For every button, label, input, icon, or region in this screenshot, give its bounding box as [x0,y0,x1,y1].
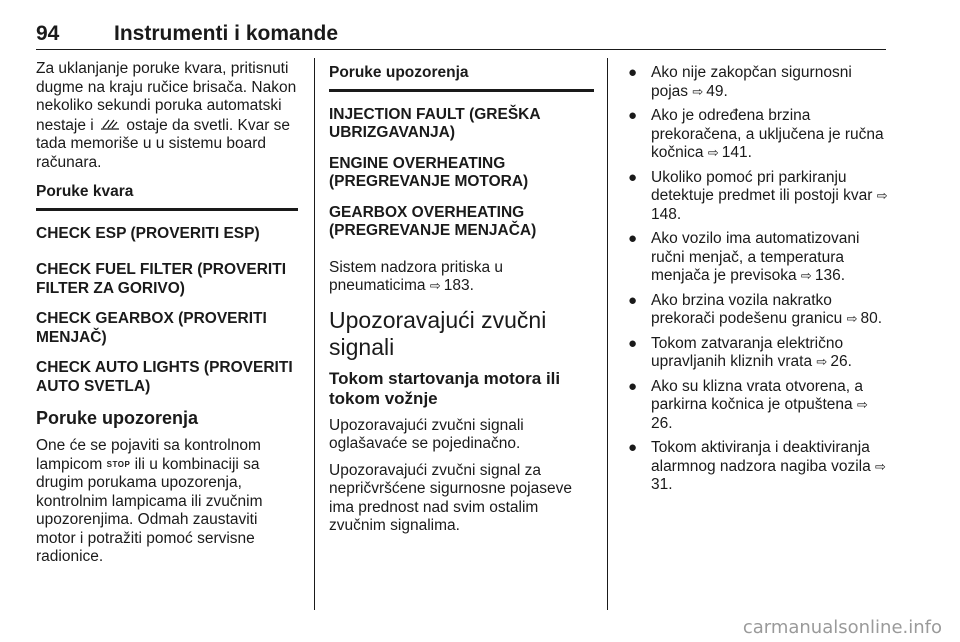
bullet-icon: ● [628,64,638,81]
watermark: carmanualsonline.info [742,617,942,638]
bullet-icon: ● [628,291,638,309]
tpms-text: Sistem nadzora pritiska u pneumaticima [329,258,504,294]
list-item-text: Tokom zatvaranja električno upravljanih kliznih vrata [651,334,844,370]
wiper-warning-icon [100,116,120,135]
column-divider [314,58,315,610]
stop-lamp-icon: STOP [106,459,131,469]
intro-text-end: ostaje da svetli. Kvar se tada memoriše u u sistemu board računara. [36,116,291,171]
bullet-icon: ● [628,334,638,352]
list-item [622,378,892,434]
column-2 [329,60,594,536]
fault-messages-caption: Poruke kvara [36,183,134,200]
section-subheading: Tokom startovanja motora ili tokom vožnje [329,368,561,408]
column-divider [607,58,608,610]
warning-message: ENGINE OVERHEATING (PREGREVANJE MOTORA) [329,154,529,190]
warning-text-end: ili u kombinaciji sa drugim porukama upozorenja, kontrolnim lampicama ili zvučnim upozorenjima. Odmah zaustaviti motor i potražiti pomoć servisne radionice. [36,455,263,565]
page-ref[interactable]: 26. [830,353,852,370]
list-item [622,107,892,163]
warning-message: INJECTION FAULT (GREŠKA UBRIZGAVANJA) [329,105,540,141]
caption-rule [36,208,298,211]
list-item [622,64,892,101]
page-title: Instrumenti i komande [114,22,339,45]
page-number: 94 [36,22,60,45]
page-ref-icon: ⇨ [800,268,812,283]
bullet-icon: ● [628,230,638,247]
list-item-text: Ukoliko pomoć pri parkiranju detektuje predmet ili postoji kvar [651,168,873,204]
page-ref-icon: ⇨ [707,145,719,160]
tpms-paragraph [329,259,594,296]
page-ref[interactable]: 80. [860,310,883,327]
page-ref[interactable]: 31. [651,476,673,493]
page-ref[interactable]: 148. [651,205,682,223]
list-item [622,335,892,372]
column-1 [36,60,298,567]
fault-message: CHECK AUTO LIGHTS (PROVERITI AUTO SVETLA) [36,359,293,395]
list-item-text: Ako nije zakopčan sigurnosni pojas [651,64,852,100]
list-item [622,169,892,225]
bullet-icon: ● [628,168,638,186]
beep-conditions-list [622,64,892,495]
list-item-text: Ako je određena brzina prekoračena, a uključena je ručna kočnica [651,107,884,161]
caption-rule [329,89,594,92]
list-item-text: Ako vozilo ima automatizovani ručni menjač, a temperatura menjača je previsoka [651,230,860,284]
fault-message: CHECK GEARBOX (PROVERITI MENJAČ) [36,310,267,346]
section-heading: Upozoravajući zvučni signali [329,306,547,360]
page-ref-icon: ⇨ [692,83,704,99]
warning-messages-paragraph [36,437,298,567]
fault-message: CHECK ESP (PROVERITI ESP) [36,224,260,242]
page-ref[interactable]: 183. [443,277,474,294]
body-paragraph: Upozoravajući zvučni signali oglašavaće se pojedinačno. [329,416,524,452]
bullet-icon: ● [628,377,638,395]
intro-text-start: Za uklanjanje poruke kvara, pritisnuti dugme na kraju ručice brisača. Nakon nekoliko sekundi poruka automatski nestaje i [36,60,297,134]
page-ref-icon: ⇨ [875,458,886,474]
list-item-text: Ako brzina vozila nakratko prekorači podešenu granicu [651,291,843,327]
intro-paragraph [36,60,298,172]
list-item [622,230,892,286]
page-header [36,22,886,48]
body-paragraph: Upozoravajući zvučni signal za nepričvršćene sigurnosne pojaseve ima prednost nad svim ostalim zvučnim signalima. [329,461,572,534]
page-ref[interactable]: 26. [651,414,673,432]
list-item-text: Ako su klizna vrata otvorena, a parkirna kočnica je otpuštena [651,377,863,413]
page-ref[interactable]: 49. [706,82,728,100]
bullet-icon: ● [628,107,638,124]
page-ref-icon: ⇨ [429,278,441,293]
warning-messages-subheading: Poruke upozorenja [36,408,199,428]
page-ref[interactable]: 141. [721,144,752,161]
header-divider [36,49,886,50]
page-ref-icon: ⇨ [816,354,828,369]
list-item [622,292,892,329]
page-ref[interactable]: 136. [814,267,845,284]
fault-message: CHECK FUEL FILTER (PROVERITI FILTER ZA GORIVO) [36,261,287,297]
warning-text-start: One će se pojaviti sa kontrolnom lampicom [36,437,261,473]
page-ref-icon: ⇨ [856,397,868,412]
warning-message: GEARBOX OVERHEATING (PREGREVANJE MENJAČA) [329,203,537,239]
list-item [622,439,892,495]
column-3 [622,64,892,501]
list-item-text: Tokom aktiviranja i deaktiviranja alarmnog nadzora nagiba vozila [651,439,871,475]
bullet-icon: ● [628,439,638,456]
page-ref-icon: ⇨ [846,311,858,326]
warning-messages-caption: Poruke upozorenja [329,64,469,81]
page-ref-icon: ⇨ [876,188,888,203]
